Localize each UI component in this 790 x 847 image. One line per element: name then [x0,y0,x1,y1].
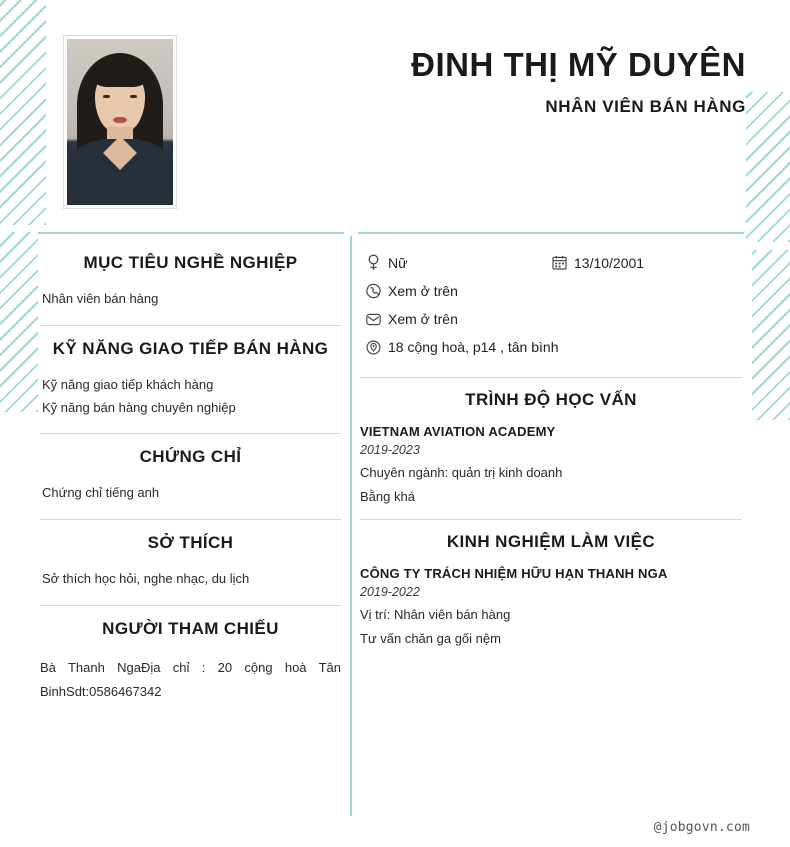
decorative-stripes-top-right [746,92,790,242]
section-body-references: Bà Thanh NgaĐịa chỉ : 20 cộng hoà Tân BinhSdt:0586467342 [40,659,341,699]
section-title-skills: KỸ NĂNG GIAO TIẾP BÁN HÀNG [52,338,329,358]
section-title-experience: KINH NGHIỆM LÀM VIỆC [446,532,656,552]
section-body-objective [38,284,343,325]
experience-organization: CÔNG TY TRÁCH NHIỆM HỮU HẠN THANH NGA [360,566,668,582]
watermark: @jobgovn.com [653,820,750,835]
job-title: NHÂN VIÊN BÁN HÀNG [545,96,746,116]
section-hobbies [38,520,343,605]
section-title-references: NGƯỜI THAM CHIẾU [102,618,279,638]
section-body-certificates [38,478,343,519]
name-block [226,46,746,117]
envelope-icon [366,313,388,326]
contact-row-gender-birthday [366,254,740,271]
photo-eye-right [130,95,137,98]
education-years: 2019-2023 [360,443,420,457]
contact-block [358,240,744,377]
skill-line-1: Kỹ năng giao tiếp khách hàng [42,376,214,392]
section-title-hobbies: SỞ THÍCH [147,533,234,552]
photo-lips [113,117,127,123]
photo-eye-left [103,95,110,98]
education-entry [358,420,744,519]
cv-header [38,18,752,223]
birthday-value: 13/10/2001 [574,254,645,271]
gender-value: Nữ [388,254,408,271]
contact-birthday [552,255,644,271]
page-title: ĐINH THỊ MỸ DUYÊN [411,46,746,83]
contact-row-email [366,311,740,327]
address-value: 18 cộng hoà, p14 , tân bình [388,339,559,355]
email-value[interactable]: Xem ở trên [388,311,458,327]
certificate-line-1: Chứng chỉ tiếng anh [42,485,160,501]
hobby-line-1: Sở thích học hỏi, nghe nhạc, du lịch [42,571,250,586]
divider-header-left [38,232,344,234]
section-education [358,378,744,519]
photo-fringe [91,61,149,87]
phone-icon [366,283,388,299]
education-line-1: Chuyên ngành: quản trị kinh doanh [360,465,563,480]
divider-column [350,236,352,816]
left-column [38,240,343,704]
section-body-hobbies [38,564,343,605]
section-title-certificates: CHỨNG CHỈ [139,447,242,467]
calendar-icon [552,255,574,270]
avatar [64,36,176,208]
divider-header-right [358,232,744,234]
education-line-2: Bằng khá [360,489,415,505]
section-skills [38,326,343,434]
skill-line-2: Kỹ năng bán hàng chuyên nghiệp [42,399,236,415]
experience-entry [358,562,744,661]
section-references [38,606,343,704]
section-experience [358,520,744,661]
section-objective [38,240,343,325]
section-title-objective: MỤC TIÊU NGHỀ NGHIỆP [83,253,298,272]
decorative-stripes-mid-right [752,250,790,420]
experience-line-1: Vị trí: Nhân viên bán hàng [360,607,511,623]
objective-line-1: Nhân viên bán hàng [42,291,159,306]
contact-row-phone [366,283,740,299]
phone-value[interactable]: Xem ở trên [388,283,458,299]
decorative-stripes-mid-left [0,232,38,412]
education-organization: VIETNAM AVIATION ACADEMY [360,424,556,439]
contact-gender [366,254,552,271]
location-pin-icon [366,340,388,355]
section-certificates [38,434,343,519]
section-body-skills [38,370,343,434]
section-title-education: TRÌNH ĐỘ HỌC VẤN [465,390,637,409]
contact-row-address [366,339,740,355]
gender-female-icon [366,254,388,271]
experience-years: 2019-2022 [360,585,420,600]
right-column [358,240,744,661]
experience-line-2: Tư vấn chăn ga gối nệm [360,631,501,647]
